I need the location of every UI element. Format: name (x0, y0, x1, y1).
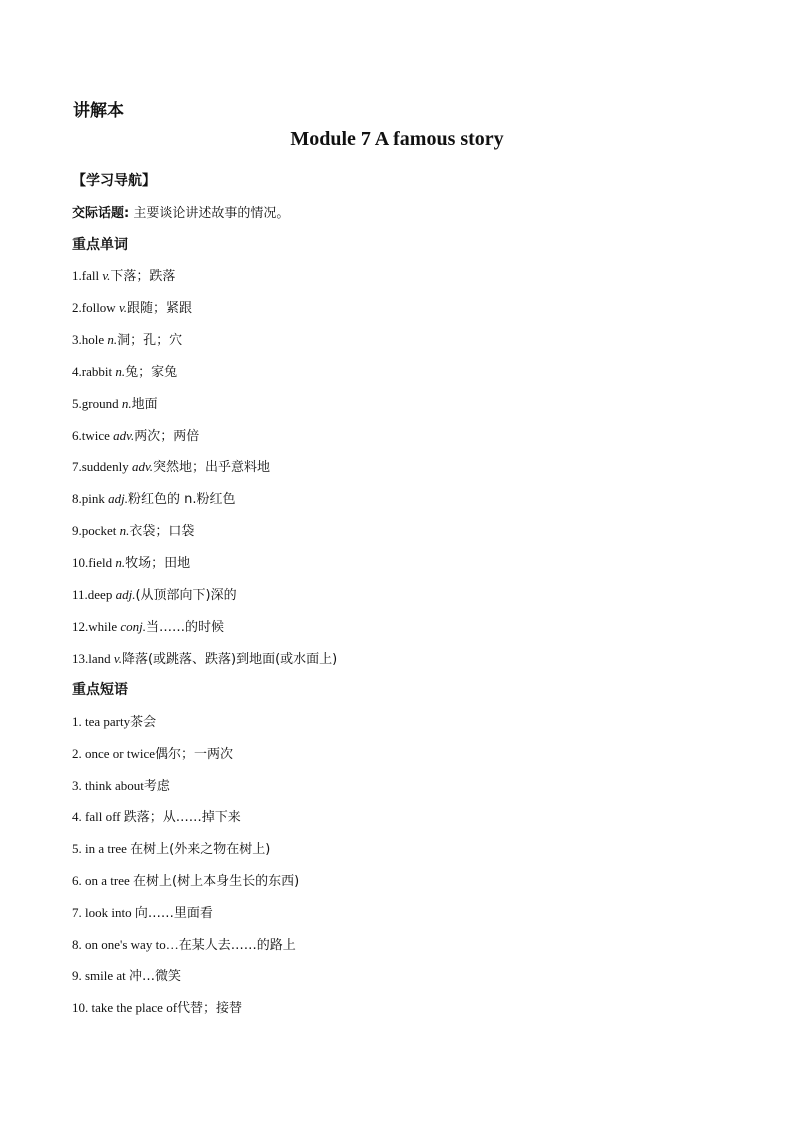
word-english: pink (81, 491, 109, 507)
phrase-item (72, 902, 213, 921)
word-number: 9. (72, 523, 82, 539)
phrase-chinese: 向……里面看 (134, 905, 213, 921)
phrase-chinese: 冲…微笑 (129, 969, 182, 985)
phrase-chinese: 在某人去……的路上 (178, 937, 296, 953)
word-english: fall (81, 268, 103, 283)
phrase-number: 3. (72, 777, 85, 793)
word-english: pocket (81, 523, 120, 539)
word-pos: n. (115, 555, 126, 571)
word-chinese: 牧场；田地 (125, 556, 191, 572)
word-chinese: 衣袋；口袋 (129, 524, 195, 540)
word-pos: adj. (108, 491, 128, 507)
word-chinese: 突然地；出乎意料地 (153, 460, 271, 476)
word-item (72, 393, 158, 412)
phrase-item (72, 997, 242, 1016)
word-number: 3. (72, 331, 82, 347)
phrase-item (72, 775, 170, 794)
phrase-english: in a tree (85, 841, 131, 857)
word-item (72, 297, 192, 316)
word-chinese: 地面 (131, 396, 158, 412)
word-pos: n. (119, 523, 130, 539)
word-number: 12. (72, 618, 89, 634)
word-item (72, 425, 199, 444)
word-pos: v. (118, 299, 128, 315)
phrase-number: 6. (72, 873, 85, 888)
phrase-item (72, 838, 270, 857)
phrase-chinese: 代替；接替 (177, 1001, 243, 1017)
phrase-chinese: 考虑 (143, 778, 170, 794)
phrase-english: think about (85, 777, 144, 793)
topic-text: 主要谈论讲述故事的情况。 (129, 206, 290, 221)
word-chinese: 下落；跌落 (110, 269, 176, 284)
word-pos: adv. (131, 459, 154, 475)
phrase-number: 8. (72, 936, 85, 952)
word-chinese: (从顶部向下)深的 (135, 588, 237, 603)
page-title: Module 7 A famous story (290, 128, 504, 150)
word-item (72, 265, 175, 284)
word-number: 7. (72, 459, 82, 475)
phrase-item (72, 870, 299, 889)
word-item (72, 648, 337, 667)
phrase-chinese: 在树上(树上本身生长的东西) (133, 874, 300, 889)
word-pos: conj. (120, 618, 147, 634)
phrase-chinese: 跌落；从……掉下来 (123, 810, 241, 826)
word-item (72, 584, 237, 603)
word-pos: n. (121, 395, 132, 411)
word-chinese: 兔；家兔 (125, 364, 178, 380)
word-pos: adj. (115, 587, 136, 602)
word-number: 13. (72, 650, 89, 666)
word-item (72, 552, 190, 571)
phrase-item (72, 806, 241, 825)
word-item (72, 616, 224, 635)
word-chinese: 粉红色的 n.粉红色 (128, 492, 236, 508)
word-number: 1. (72, 268, 82, 283)
word-chinese: 洞；孔；穴 (117, 332, 183, 348)
words-heading: 重点单词 (72, 237, 128, 253)
word-english: land (88, 650, 114, 666)
phrase-item (72, 711, 156, 730)
word-pos: adv. (113, 427, 135, 443)
topic-line (72, 202, 289, 221)
word-chinese: 两次；两倍 (134, 428, 200, 444)
phrase-number: 2. (72, 745, 85, 761)
word-chinese: 跟随；紧跟 (127, 300, 193, 316)
word-item (72, 520, 194, 539)
word-number: 8. (72, 491, 82, 507)
phrase-number: 1. (72, 714, 85, 729)
word-english: rabbit (81, 363, 116, 379)
word-english: suddenly (81, 459, 132, 475)
phrase-number: 7. (72, 904, 85, 920)
phrases-heading: 重点短语 (72, 682, 128, 698)
word-item (72, 329, 182, 348)
phrase-english: take the place of (91, 1000, 178, 1016)
word-english: deep (87, 587, 116, 602)
phrase-chinese: 偶尔；一两次 (155, 746, 234, 762)
phrase-english: on a tree (85, 873, 134, 888)
word-pos: n. (115, 363, 126, 379)
word-english: ground (81, 395, 122, 411)
word-english: twice (81, 427, 114, 443)
word-english: field (88, 555, 116, 571)
word-pos: n. (107, 331, 118, 347)
phrase-item (72, 965, 181, 984)
word-number: 11. (72, 587, 88, 602)
phrase-english: once or twice (85, 745, 156, 761)
word-number: 6. (72, 427, 82, 443)
phrase-chinese: 茶会 (130, 715, 157, 730)
phrase-english: fall off (85, 809, 124, 825)
phrase-number: 9. (72, 968, 85, 984)
phrase-english: look into (85, 904, 135, 920)
word-chinese: 当……的时候 (146, 619, 225, 635)
phrase-english: smile at (85, 968, 130, 984)
phrase-chinese: 在树上(外来之物在树上) (130, 842, 271, 858)
section-tag: 讲解本 (73, 101, 124, 121)
word-item (72, 456, 270, 475)
word-english: while (88, 618, 121, 634)
topic-label: 交际话题: (72, 206, 130, 221)
word-number: 2. (72, 299, 82, 315)
guide-heading: 【学习导航】 (72, 173, 156, 189)
word-english: follow (81, 299, 119, 315)
word-english: hole (81, 331, 108, 347)
phrase-number: 4. (72, 809, 85, 825)
word-pos: v. (113, 650, 122, 666)
phrase-english: tea party (85, 714, 131, 729)
phrase-number: 10. (72, 1000, 92, 1016)
word-number: 10. (72, 555, 89, 571)
phrase-number: 5. (72, 841, 85, 857)
phrase-english: on one's way to… (85, 936, 179, 952)
word-number: 5. (72, 395, 82, 411)
word-chinese: 降落(或跳落、跌落)到地面(或水面上) (121, 651, 338, 667)
word-number: 4. (72, 363, 82, 379)
word-pos: v. (102, 268, 111, 283)
word-item (72, 488, 236, 507)
phrase-item (72, 743, 233, 762)
word-item (72, 361, 177, 380)
phrase-item (72, 934, 296, 953)
